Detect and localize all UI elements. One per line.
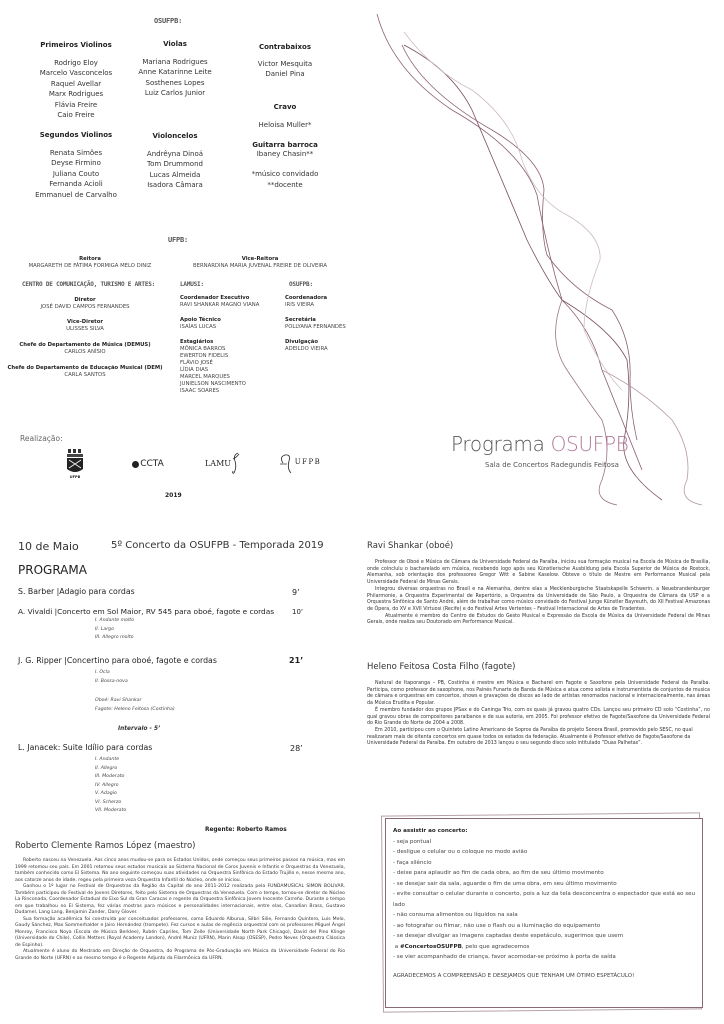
- musician: Tom Drummond: [147, 160, 203, 169]
- person-name: POLLYANA FERNANDES: [285, 324, 346, 330]
- section-heading: Violas: [163, 40, 187, 48]
- role-label: Secretária: [285, 317, 316, 323]
- notice-content: [393, 826, 697, 981]
- person-name: ADEILDO VIEIRA: [285, 346, 328, 352]
- movement-list: [95, 617, 134, 643]
- movement: VI. Scherzo: [95, 799, 122, 805]
- ufpb-logo: [64, 447, 86, 481]
- movement: II. Largo: [95, 626, 114, 632]
- person-name: JOSÉ DAVID CAMPOS FERNANDES: [40, 304, 130, 310]
- intermission: Intervalo - 5’: [118, 726, 161, 732]
- musician: Isadora Câmara: [147, 181, 203, 190]
- cover-title-programa: Programa: [451, 432, 551, 456]
- musician: Luiz Carlos Junior: [144, 89, 206, 98]
- piece-duration: 9’: [292, 588, 300, 597]
- musician: Deyse Firmino: [51, 159, 101, 168]
- person-name: ULISSES SILVA: [66, 326, 104, 332]
- person-name: LÍDIA DIAS: [180, 367, 209, 373]
- ccta-block: [0, 297, 170, 379]
- section-heading: Contrabaixos: [258, 43, 312, 51]
- osufpb-logo: [275, 448, 325, 476]
- movement: VII. Moderato: [95, 808, 127, 813]
- musician: Andrêyna Dinoá: [146, 150, 204, 158]
- ribbon-line: [402, 45, 637, 440]
- ufpb-logo-text: UFPB: [69, 475, 81, 479]
- bio-paragraph: Professor de Oboé e Música de Câmara da Universidade Federal da Paraíba, iniciou sua formação musical na Escola de Música de Brasília, onde colnclulu o bacharelado em música, recebendo logo após seu Künstlerische Ausbildung pela Escola Superior de Música de Rostock, Alemanha, sob orientação dos professores Gregor Witt e Sabine Kaselow. Obteve o título de Mestre em Performance Musical pela Universidade Federal de Minas Gerais.: [367, 560, 710, 586]
- musician: Caio Freire: [57, 111, 95, 120]
- reitora-block: [0, 256, 180, 270]
- movement: IV. Allegro: [95, 782, 119, 788]
- person-name: CARLOS ANÍSIO: [64, 349, 106, 355]
- reitora-name: MARGARETH DE FÁTIMA FORMIGA MELO DINIZ: [28, 263, 152, 269]
- notice-item: - se desejar divulgar as imagens captadas deste espetáculo, sugerimos que usem: [393, 933, 624, 939]
- section-heading: Primeiros Violinos: [40, 41, 112, 49]
- section-heading: Violoncelos: [152, 132, 198, 140]
- person-name: ISAÍAS LUCAS: [180, 324, 217, 330]
- program-heading: PROGRAMA: [18, 563, 87, 577]
- ufpb-crest-icon: [66, 449, 84, 475]
- musician: Rodrigo Eloy: [54, 59, 98, 67]
- role-label: Estagiários: [180, 339, 214, 345]
- bio-text-roberto: [15, 858, 345, 962]
- ribbon-line: [377, 14, 642, 470]
- osufpb-logo-text: UFPB: [294, 458, 322, 466]
- notice-item: - faça silêncio: [393, 859, 432, 866]
- credits-cravo: [240, 103, 330, 130]
- piece-title: L. Janacek: Suite Idílio para cordas: [18, 743, 153, 752]
- musician: Ibaney Chasin**: [256, 150, 314, 158]
- bio-heading-heleno: Heleno Feitosa Costa Filho (fagote): [367, 662, 516, 672]
- credits-segundos-violinos: [26, 131, 126, 200]
- movement: III. Moderato: [95, 774, 125, 779]
- musician: Sosthenes Lopes: [145, 78, 205, 87]
- notice-item: - se desejar sair da sala, aguarde o fim de uma obra, em seu último movimento: [393, 880, 617, 887]
- ccta-logo-text: CCTA: [140, 459, 164, 469]
- musician: Victor Mesquita: [257, 60, 313, 68]
- musician: Heloisa Muller*: [258, 121, 312, 129]
- footnote: *músico convidado: [251, 170, 319, 179]
- person-name: MARCEL MARQUES: [180, 374, 230, 380]
- lamusi-clef-icon: [231, 451, 241, 475]
- bio-paragraph: Integrou diversas orquestras no Brasil e na Alemanha, dentre elas a Mecklenburgische Staatskapelle Schwerin, a Neuebrandenburger Philarmonie, a Orquestra Experimental de Repertório, a Orquestra da Universidade de São Paulo, a Orquestra de Câmara da USP e a Orquestra Sinfônica de Santo André, além de trabalhar como músico convidado do Festival Junge Künstler Bayreuth, do XII Festival Amazonas de Ópera, do XV e XVII Virtuosi (Recife) e do Festival Artes Vertentes – Festival Internacional de Artes de Tiradentes.: [367, 586, 710, 612]
- notice-item: - deixe para aplaudir ao fim de cada obra, ao fim de seu último movimento: [393, 870, 604, 876]
- piece-title: S. Barber |Adagio para cordas: [18, 587, 135, 596]
- bio-paragraph: Roberto nasceu na Venezuela. Aos cinco anos mudou-se para os Estados Unidos, onde começou seus primeiros passos na música, mas em 1999 retomou seu país. Em 2001 retomou seus estudos musicais ao Sistema Nacional de Coros Juvenis e Infantis e Orquestras da Venezuela, também conhecido como El Sistema. No ano seguinte começou suas atividades na Orquestra Sinfônica do Estado Trujillo e, nesse mesmo ano, aos catorze anos de idade, regeu pela primeira veza Orquestra Infantil do Núcleo, onde se iniciou.: [15, 858, 345, 883]
- credits-contrabaixos: [240, 43, 330, 80]
- osufpb-staff-block: [285, 295, 362, 353]
- bio-paragraph: Natural de Itaporanga – PB, Costinha é mestre em Música e Bacharel em Fagote e Saxofone pela Universidade Federal da Paraíba. Participa, como professor de saxophone, nos Painés Funarte de Banda de Música e atua como solista e instrumentista de conjuntos de musica de câmara e orquestras em concertos, shows e gravações de discos ao lado de artistas renomados nacional e internacionalmente, nas áreas da Música Erudita e Popular.: [367, 681, 710, 707]
- bio-text-heleno: [367, 681, 710, 748]
- notice-item: - evite consultar o celular durante o concerto, pois a luz da tela desconcentra o espectador que está ao seu lado: [393, 891, 696, 908]
- bio-paragraph: Sua formação acadêmica foi construída por conceituados professores, como Eduardo Alburua, Silbri Silie, Fernando Quintero, Luis Melo, Gaudy Sánchez, Max Sommerhalder e Jairo Hernández (trompete). Fez cursos e aulas de regência orquestral com os professores Miguel Ángel Monroy, Francisco Noya (Escola de Música Berklee), Rubén Capriles, Tom Zelle (Universidade North Park Chicago), David del Pino Klinge (Universidade do Chile), Collin Metters (Royal Academy London), André Muniz (UFRN), Marin Alsop (OSESP), Pedro Neves (Orquestra Clássica de Espinho).: [15, 916, 345, 948]
- hashtag-suffix: , pelo que agradecemos: [461, 943, 530, 950]
- lamusi-logo: [202, 450, 244, 476]
- ccta-logo: [126, 455, 170, 473]
- bio-paragraph: Atualmente é membro do Centro de Estudos do Gesto Musical e Expressão da Escola de Música da Universidade Federal de Minas Gerais, onde realiza seu Doutorado em Performance Musical.: [367, 613, 710, 626]
- reitora-label: Reitora: [79, 256, 101, 262]
- movement: I. Andante molto: [95, 618, 135, 623]
- person-name: ISAAC SOARES: [180, 388, 220, 394]
- bio-paragraph: Atualmente é aluno do Mestrado em Direção de Orquestra, do Programa de Pós-Graduação em Música da Universidade Federal do Rio Grande do Norte (UFRN) e ao mesmo tempo é o Regente Adjunto da Filarmônica da UFRN.: [15, 949, 345, 961]
- musician: Daniel Pina: [265, 70, 305, 79]
- lamusi-title: LAMUSI:: [180, 281, 204, 288]
- cover-title: [451, 432, 629, 456]
- notice-heading: Ao assistir ao concerto:: [393, 828, 468, 834]
- hashtag: #ConcertosOSUFPB: [399, 943, 462, 950]
- vice-reitora-block: [175, 256, 345, 270]
- musician: Mariana Rodrigues: [142, 58, 208, 66]
- soloists: [95, 697, 175, 714]
- footnote: **docente: [267, 180, 303, 189]
- section-heading: Segundos Violinos: [39, 131, 113, 139]
- musician: Renata Simões: [49, 149, 103, 157]
- realizacao-label: Realização:: [20, 434, 63, 443]
- movement-list: [95, 669, 128, 686]
- notice-item-hashtag: [393, 942, 697, 953]
- year: 2019: [165, 492, 182, 499]
- hashtag-prefix: a: [393, 943, 400, 950]
- role-label: Chefe do Departamento de Educação Musical (DEM): [7, 365, 163, 371]
- bio-text-ravi: [367, 560, 710, 627]
- credits-primeiros-violinos: [28, 41, 124, 120]
- musician: Fernanda Acioli: [49, 180, 103, 189]
- notice-item: - ao fotografar ou filmar, não use o flash ou a iluminação do equipamento: [393, 922, 601, 929]
- piece-duration: 21’: [289, 656, 304, 665]
- musician: Marx Rodrigues: [48, 90, 104, 99]
- bio-heading-roberto: Roberto Clemente Ramos López (maestro): [15, 841, 196, 851]
- lamusi-block: [180, 295, 280, 395]
- musician: Flávia Freire: [54, 100, 98, 109]
- bio-paragraph: É membro fundador dos grupos JPSax e do Caninga Trio, com os quais já gravou quatro CDs. Lançou seu primeiro CD solo “Costinha”, no qual gravou obras de compositores paraibanos e de sua autoria, em 2005. Foi professor efetivo de Fagote/Saxofone da Universidade Federal do Rio Grande do Norte de 2004 a 2008.: [367, 707, 710, 727]
- musician: Anne Katarinne Leite: [138, 68, 212, 77]
- osufpb-swirl-icon: [279, 449, 295, 475]
- piece-title: A. Vivaldi |Concerto em Sol Maior, RV 545 para oboé, fagote e cordas: [18, 607, 275, 616]
- soloist: Oboé: Ravi Shankar: [95, 698, 142, 703]
- person-name: FLÁVIO JOSÉ: [180, 360, 213, 366]
- ccta-title: CENTRO DE COMUNICAÇÃO, TURISMO E ARTES:: [22, 281, 156, 288]
- notice-item: - se vier acompanhado de criança, favor acomodar-se próximo à porta de saída: [393, 954, 616, 960]
- notice-item: - seja pontual: [393, 838, 432, 845]
- concert-etiquette-notice: [385, 818, 703, 1008]
- piece-duration: 28’: [290, 744, 303, 753]
- credits-guitarra-barroca: [240, 141, 330, 190]
- bio-paragraph: Em 2010, participou com o Quinteto Latino Americano de Sopros da Paraíba do projeto Sonora Brasil, promovido pelo SESC, no qual realizaram mais de oitenta concertos em quase todos os estados da federação. Atualmente é Professor efetivo de Fagote/Saxofone da Universidade Federal da Paraíba. Em outubro de 2013 lançou o seu segundo disco solo intitulado “Duas Palhetas”.: [367, 727, 693, 747]
- cover-subtitle: Sala de Concertos Radegundis Feitosa: [485, 461, 619, 469]
- movement: V. Adagio: [95, 791, 117, 796]
- lamusi-logo-text: LAMU: [204, 458, 232, 468]
- vice-reitora-name: BERNARDINA MARIA JUVENAL FREIRE DE OLIVEIRA: [193, 263, 327, 269]
- piece-title: J. G. Ripper |Concertino para oboé, fagote e cordas: [18, 656, 217, 665]
- role-label: Diretor: [74, 297, 96, 303]
- movement: I. Ocla: [95, 670, 110, 675]
- ccta-mark-icon: [132, 461, 139, 468]
- movement: I. Andante: [95, 757, 120, 762]
- soloist: Fagote: Heleno Feitosa (Costinha): [95, 706, 175, 712]
- credits-violas: [130, 40, 220, 99]
- conductor: Regente: Roberto Ramos: [205, 827, 287, 833]
- concert-date: 10 de Maio: [18, 540, 79, 553]
- vice-reitora-label: Vice-Reitora: [241, 256, 279, 262]
- section-heading: Cravo: [273, 103, 297, 111]
- musician: Emmanuel de Carvalho: [35, 190, 117, 199]
- osufpb-staff-title: OSUFPB:: [289, 281, 313, 288]
- movement-list: [95, 756, 126, 816]
- bio-heading-ravi: Ravi Shankar (oboé): [367, 541, 454, 551]
- role-label: Vice-Diretor: [67, 319, 103, 325]
- person-name: JUNIELSON NASCIMENTO: [180, 381, 246, 387]
- role-label: Apoio Técnico: [180, 317, 221, 323]
- musician: Marcelo Vasconcelos: [39, 69, 113, 78]
- osufpb-credits-title: OSUFPB:: [154, 17, 183, 25]
- person-name: MÔNICA BARROS: [180, 346, 226, 352]
- movement: II. Allegro: [95, 765, 118, 771]
- role-label: Divulgação: [285, 339, 318, 345]
- notice-item: - não consuma alimentos ou líquidos na sala: [393, 912, 518, 918]
- notice-closing: AGRADECEMOS A COMPREENSÃO E DESEJAMOS QUE TENHAM UM ÓTIMO ESPETÁCULO!: [393, 972, 635, 979]
- notice-item: - desligue o celular ou o coloque no modo avião: [393, 849, 528, 855]
- section-heading: Guitarra barroca: [252, 141, 318, 149]
- ufpb-credits-title: UFPB:: [168, 236, 189, 244]
- cover-title-osufpb: OSUFPB: [550, 432, 629, 456]
- role-label: Coordenador Executivo: [180, 295, 250, 301]
- concert-title: 5º Concerto da OSUFPB - Temporada 2019: [111, 540, 324, 551]
- musician: Juliana Couto: [52, 169, 100, 178]
- role-label: Coordenadora: [285, 295, 328, 301]
- person-name: IRIS VIEIRA: [285, 302, 315, 308]
- person-name: RAVI SHANKAR MAGNO VIANA: [180, 302, 260, 308]
- role-label: Chefe do Departamento de Música (DEMUS): [19, 342, 151, 348]
- person-name: EWERTON FIDELIS: [180, 353, 229, 359]
- musician: Raquel Avellar: [50, 79, 102, 88]
- musician: Lucas Almeida: [149, 170, 201, 179]
- bio-paragraph: Ganhou o 1º lugar no Festival de Orquestras da Região da Capital do ano 2011-2012 realizada pela FUNDAMUSICAL SIMON BOLIVAR. Também participou do Festival de Jovens Diretores, feito pelo Sistema de Orquestras da Venezuela. Com o tempo, tornou-se diretor do Núcleo La Rinconada, Coordenador Estadual do Eixo Sul da Gran Caracas e regente da Orquestra Sinfônica Jovem Inocente Carreño. Durante o tempo em que trabalhou no El Sistema, fez várias mostras para músicos e personalidades internacionais, entre elas, Canadian Brass, Gustavo Dudamel, Lang Lang, Benjamin Zander, Dany Glover.: [15, 884, 345, 915]
- piece-duration: 10’: [292, 608, 304, 616]
- person-name: CARLA SANTOS: [64, 372, 106, 378]
- credits-violoncelos: [135, 132, 215, 191]
- movement: II. Bossa-nova: [95, 678, 128, 684]
- movement: III. Allegro molto: [95, 635, 134, 640]
